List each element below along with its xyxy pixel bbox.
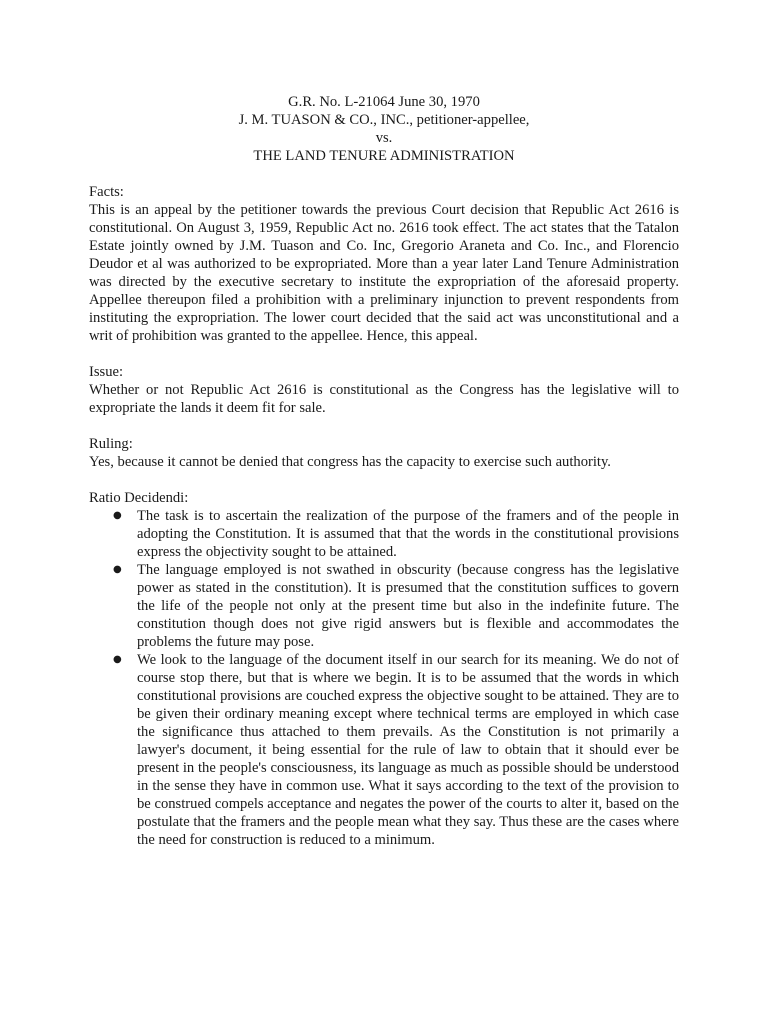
petitioner-line: J. M. TUASON & CO., INC., petitioner-appellee, xyxy=(238,112,530,128)
issue-heading: Issue: xyxy=(89,364,124,380)
bullet-icon: ● xyxy=(113,654,122,665)
ruling-section xyxy=(89,435,679,471)
respondent-line: THE LAND TENURE ADMINISTRATION xyxy=(253,148,515,164)
issue-section xyxy=(89,363,679,417)
issue-text: Whether or not Republic Act 2616 is constitutional as the Congress has the legislative will to expropriate the lands it deem fit for sale. xyxy=(89,382,679,416)
list-item xyxy=(89,561,679,651)
list-item xyxy=(89,507,679,561)
versus-line: vs. xyxy=(375,130,393,146)
facts-heading: Facts: xyxy=(89,184,124,200)
facts-section xyxy=(89,183,679,345)
ruling-text: Yes, because it cannot be denied that congress has the capacity to exercise such authority. xyxy=(89,454,611,470)
ruling-heading: Ruling: xyxy=(89,436,133,452)
bullet-icon: ● xyxy=(113,510,122,521)
list-item xyxy=(89,651,679,849)
ratio-section xyxy=(89,489,679,849)
document-page xyxy=(89,93,679,849)
ratio-list xyxy=(89,507,679,849)
bullet-icon: ● xyxy=(113,564,122,575)
facts-text: This is an appeal by the petitioner towards the previous Court decision that Republic Act 2616 is constitutional. On August 3, 1959, Republic Act no. 2616 took effect. The act states that the Tatalon Estate jointly owned by J.M. Tuason and Co. Inc, Gregorio Araneta and Co. Inc., and Florencio Deudor et al was authorized to be expropriated. More than a year later Land Tenure Administration was directed by the executive secretary to institute the expropriation of the aforesaid property. Appellee thereupon filed a prohibition with a preliminary injunction to prevent respondents from instituting the expropriation. The lower court decided that the said act was unconstitutional and a writ of prohibition was granted to the appellee. Hence, this appeal. xyxy=(89,202,679,344)
list-item-text: The language employed is not swathed in obscurity (because congress has the legislative power as stated in the constitution). It is presumed that the constitution suffices to govern the life of the people not only at the present time but also in the indefinite future. The constitution though does not give rigid answers but is flexible and accommodates the problems the future may pose. xyxy=(137,562,679,650)
ratio-heading: Ratio Decidendi: xyxy=(89,490,189,506)
list-item-text: The task is to ascertain the realization of the purpose of the framers and of the people in adopting the Constitution. It is assumed that that the words in the constitutional provisions express the objectivity sought to be attained. xyxy=(137,508,679,560)
case-header xyxy=(89,93,679,165)
case-number: G.R. No. L-21064 June 30, 1970 xyxy=(288,94,480,110)
list-item-text: We look to the language of the document itself in our search for its meaning. We do not of course stop there, but that is where we begin. It is to be assumed that the words in which constitutional provisions are couched express the objective sought to be attained. They are to be given their ordinary meaning except where technical terms are employed in which case the significance thus attached to them prevails. As the Constitution is not primarily a lawyer's document, it being essential for the rule of law to obtain that it should ever be present in the people's consciousness, its language as much as possible should be understood in the sense they have in common use. What it says according to the text of the provision to be construed compels acceptance and negates the power of the courts to alter it, based on the postulate that the framers and the people mean what they say. Thus these are the cases where the need for construction is reduced to a minimum. xyxy=(137,652,679,848)
